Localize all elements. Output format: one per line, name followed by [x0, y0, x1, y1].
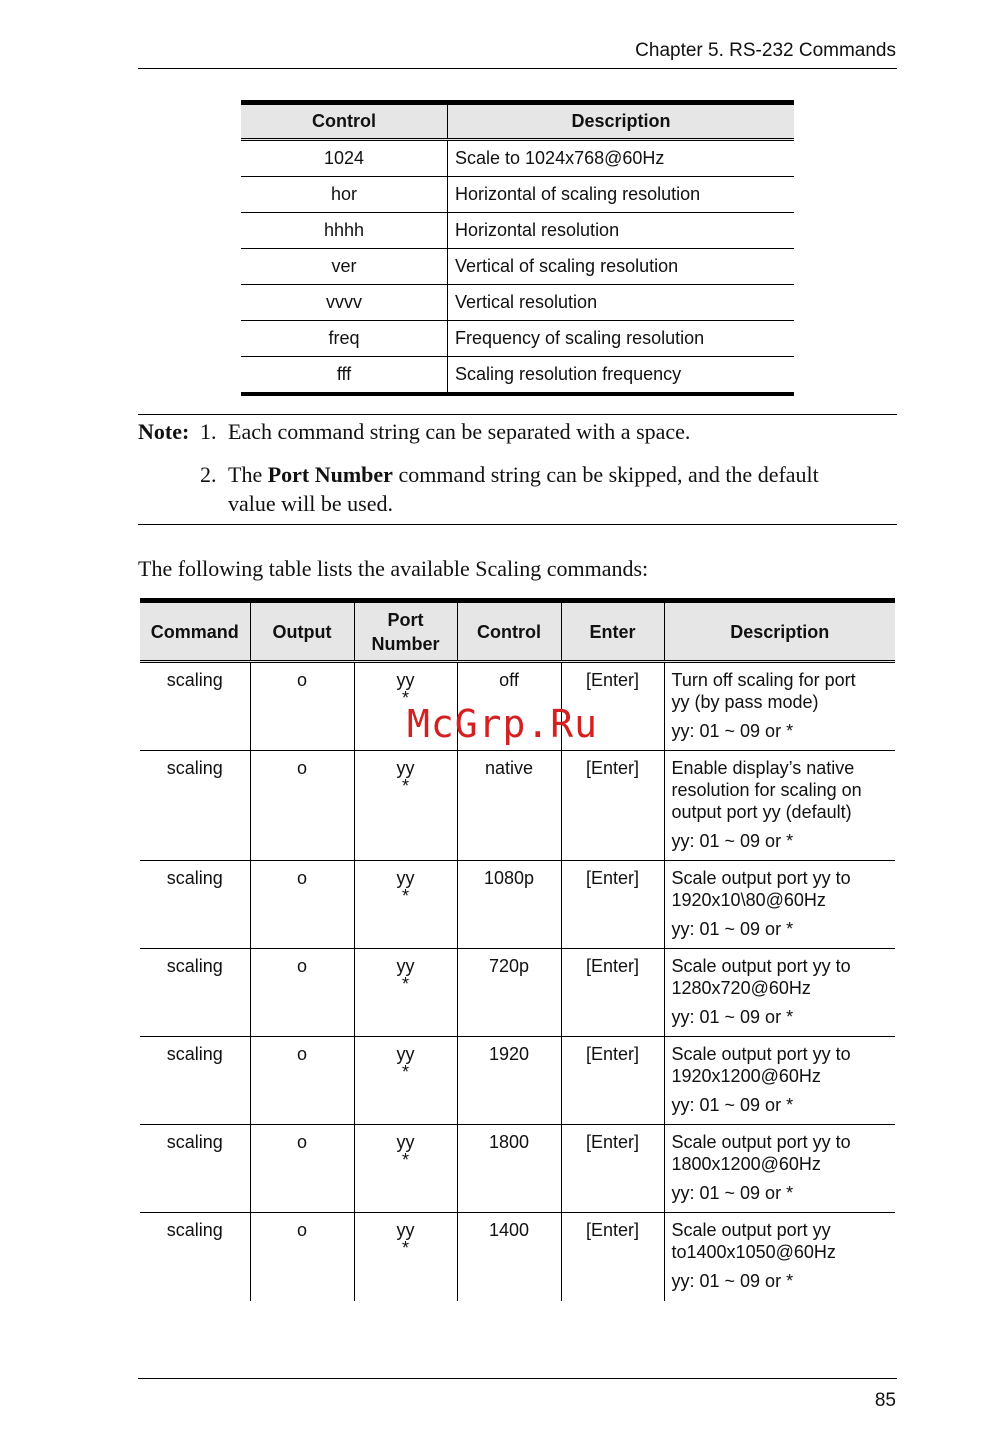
- description-cell: [664, 949, 895, 1037]
- chapter-header: Chapter 5. RS-232 Commands: [635, 40, 896, 61]
- command-cell: scaling: [140, 751, 250, 861]
- table-row: [140, 1037, 895, 1125]
- description-col-header: Description: [448, 103, 795, 140]
- port-range: yy: 01 ~ 09 or *: [671, 721, 794, 741]
- description-line: to1400x1050@60Hz: [671, 1242, 836, 1262]
- port-value: yy: [396, 1132, 415, 1152]
- description-cell: [664, 1125, 895, 1213]
- port-range: yy: 01 ~ 09 or *: [671, 919, 794, 939]
- port-wildcard: *: [401, 1062, 409, 1082]
- port-value: yy: [396, 758, 415, 778]
- enter-cell: [Enter]: [561, 1213, 664, 1301]
- description-line: Scale output port yy to: [671, 956, 851, 976]
- enter-cell: [Enter]: [561, 861, 664, 949]
- control-cell: vvvv: [241, 285, 448, 321]
- command-cell: scaling: [140, 949, 250, 1037]
- footer-rule: [138, 1378, 897, 1379]
- port-cell: [354, 1125, 457, 1213]
- port-wildcard: *: [401, 974, 409, 994]
- description-cell: [664, 751, 895, 861]
- description-line: yy (by pass mode): [671, 692, 819, 712]
- description-line: Scale output port yy to: [671, 868, 851, 888]
- output-cell: o: [250, 949, 354, 1037]
- enter-cell: [Enter]: [561, 1037, 664, 1125]
- port-range: yy: 01 ~ 09 or *: [671, 1271, 794, 1291]
- description-cell: [664, 1037, 895, 1125]
- control-table: [241, 100, 794, 396]
- enter-col-header: Enter: [561, 601, 664, 662]
- port-value: yy: [396, 1220, 415, 1240]
- page-number: 85: [874, 1390, 896, 1411]
- output-cell: o: [250, 1213, 354, 1301]
- port-cell: [354, 949, 457, 1037]
- note-item-2-number: 2.: [200, 462, 217, 487]
- description-cell: Vertical resolution: [448, 285, 795, 321]
- port-wildcard: *: [401, 688, 409, 708]
- command-col-header: Command: [140, 601, 250, 662]
- port-value: yy: [396, 868, 415, 888]
- control-cell: freq: [241, 321, 448, 357]
- control-table-header: [241, 103, 794, 140]
- description-line: Enable display’s native: [671, 758, 855, 778]
- port-cell: [354, 751, 457, 861]
- note-item-2-line2: value will be used.: [228, 491, 393, 516]
- control-cell: off: [457, 662, 561, 751]
- note-bottom-rule: [138, 524, 897, 525]
- note-top-rule: [138, 414, 897, 415]
- port-range: yy: 01 ~ 09 or *: [671, 1007, 794, 1027]
- port-number-col-header: Port Number: [354, 601, 457, 662]
- command-cell: scaling: [140, 1125, 250, 1213]
- control-col-header: Control: [457, 601, 561, 662]
- command-cell: scaling: [140, 1213, 250, 1301]
- description-cell: Vertical of scaling resolution: [448, 249, 795, 285]
- description-cell: [664, 662, 895, 751]
- description-cell: [664, 1213, 895, 1301]
- port-range: yy: 01 ~ 09 or *: [671, 1095, 794, 1115]
- table-row: [140, 1125, 895, 1213]
- table-row: [140, 1213, 895, 1301]
- control-cell: fff: [241, 357, 448, 395]
- output-cell: o: [250, 1125, 354, 1213]
- description-line: output port yy (default): [671, 802, 852, 822]
- output-col-header: Output: [250, 601, 354, 662]
- port-cell: [354, 1213, 457, 1301]
- port-cell: [354, 861, 457, 949]
- description-cell: Frequency of scaling resolution: [448, 321, 795, 357]
- description-cell: [664, 861, 895, 949]
- watermark: McGrp.Ru: [407, 702, 599, 746]
- note-item-2-text: The Port Number command string can be skipped, and the default: [228, 462, 819, 487]
- note-item-1-number: 1.: [200, 419, 217, 444]
- port-value: yy: [396, 956, 415, 976]
- output-cell: o: [250, 1037, 354, 1125]
- enter-cell: [Enter]: [561, 949, 664, 1037]
- control-cell: hor: [241, 177, 448, 213]
- command-cell: scaling: [140, 1037, 250, 1125]
- table-row: [241, 213, 794, 249]
- description-line: Turn off scaling for port: [671, 670, 856, 690]
- output-cell: o: [250, 662, 354, 751]
- table-row: [241, 357, 794, 395]
- description-col-header: Description: [664, 601, 895, 662]
- control-cell: native: [457, 751, 561, 861]
- control-cell: 1800: [457, 1125, 561, 1213]
- header-rule: [138, 68, 897, 69]
- table-row: [241, 177, 794, 213]
- port-wildcard: *: [401, 776, 409, 796]
- enter-cell: [Enter]: [561, 1125, 664, 1213]
- output-cell: o: [250, 861, 354, 949]
- description-line: resolution for scaling on: [671, 780, 862, 800]
- table-row: [241, 285, 794, 321]
- control-col-header: Control: [241, 103, 448, 140]
- description-line: 1280x720@60Hz: [671, 978, 811, 998]
- control-cell: 1080p: [457, 861, 561, 949]
- table-row: [241, 140, 794, 177]
- control-cell: 1400: [457, 1213, 561, 1301]
- command-cell: scaling: [140, 662, 250, 751]
- command-cell: scaling: [140, 861, 250, 949]
- table-row: [140, 751, 895, 861]
- description-cell: Scale to 1024x768@60Hz: [448, 140, 795, 177]
- port-cell: [354, 1037, 457, 1125]
- control-cell: 1024: [241, 140, 448, 177]
- description-line: 1800x1200@60Hz: [671, 1154, 821, 1174]
- table-row: [140, 861, 895, 949]
- port-wildcard: *: [401, 1150, 409, 1170]
- port-value: yy: [396, 670, 415, 690]
- table-row: [140, 949, 895, 1037]
- table-row: [241, 321, 794, 357]
- control-cell: ver: [241, 249, 448, 285]
- output-cell: o: [250, 751, 354, 861]
- description-line: 1920x10\80@60Hz: [671, 890, 826, 910]
- enter-cell: [Enter]: [561, 662, 664, 751]
- description-line: Scale output port yy: [671, 1220, 831, 1240]
- description-line: Scale output port yy to: [671, 1132, 851, 1152]
- table-row: [241, 249, 794, 285]
- control-cell: 1920: [457, 1037, 561, 1125]
- description-cell: Horizontal of scaling resolution: [448, 177, 795, 213]
- note-item-1-text: Each command string can be separated with a space.: [228, 419, 691, 444]
- port-number-term: Port Number: [267, 462, 393, 487]
- note-label: Note:: [138, 419, 190, 444]
- description-cell: Horizontal resolution: [448, 213, 795, 249]
- port-wildcard: *: [401, 886, 409, 906]
- description-line: Scale output port yy to: [671, 1044, 851, 1064]
- intro-text: The following table lists the available Scaling commands:: [138, 556, 649, 581]
- port-wildcard: *: [401, 1238, 409, 1258]
- control-cell: 720p: [457, 949, 561, 1037]
- description-cell: Scaling resolution frequency: [448, 357, 795, 395]
- port-value: yy: [396, 1044, 415, 1064]
- description-line: 1920x1200@60Hz: [671, 1066, 821, 1086]
- port-range: yy: 01 ~ 09 or *: [671, 831, 794, 851]
- commands-table-header: [140, 601, 895, 662]
- port-range: yy: 01 ~ 09 or *: [671, 1183, 794, 1203]
- enter-cell: [Enter]: [561, 751, 664, 861]
- control-cell: hhhh: [241, 213, 448, 249]
